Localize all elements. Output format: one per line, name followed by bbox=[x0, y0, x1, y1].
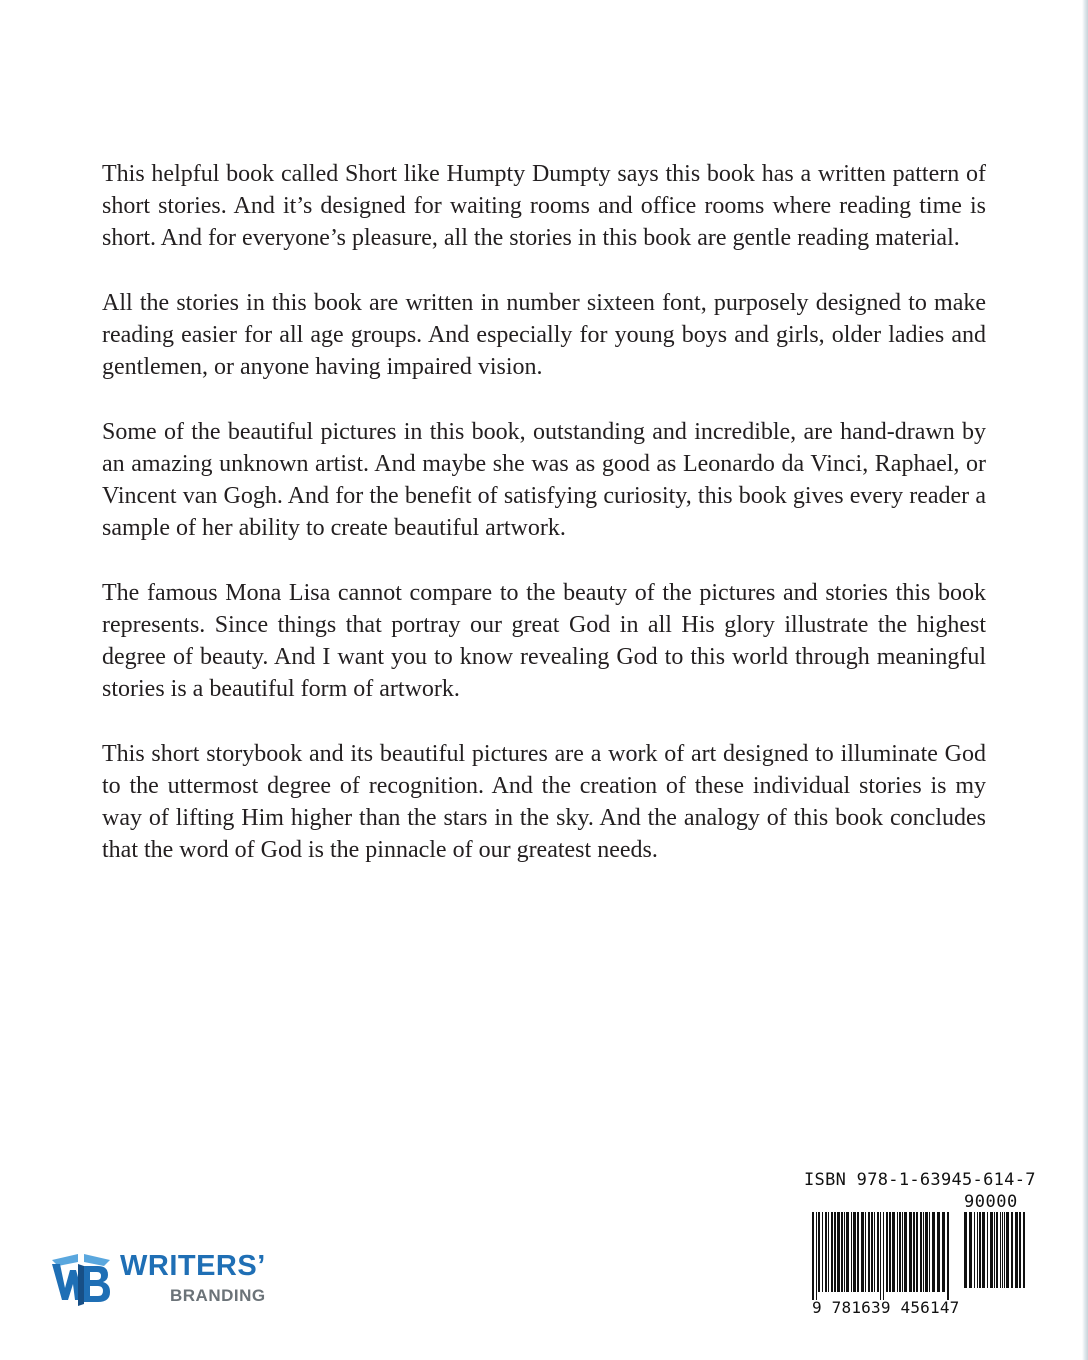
barcode-bar bbox=[913, 1212, 915, 1292]
barcode-bar bbox=[979, 1212, 981, 1288]
barcode-bar bbox=[822, 1212, 823, 1292]
barcode-bar bbox=[925, 1212, 928, 1292]
barcode-bar bbox=[825, 1212, 827, 1292]
blurb-paragraph-5: This short storybook and its beautiful pictures are a work of art designed to illuminate God to the uttermost degree of recognition. And the creation of these individual stories is my way of lifting Him higher than the stars in the sky. And the analogy of this book concludes that the word of God is the pinnacle of our greatest needs. bbox=[102, 741, 986, 863]
barcode-bar bbox=[996, 1212, 998, 1288]
barcode-bar bbox=[990, 1212, 993, 1288]
barcode-bar bbox=[841, 1212, 843, 1292]
barcode-bar bbox=[994, 1212, 995, 1288]
barcode-bar bbox=[889, 1212, 891, 1292]
isbn-label: ISBN 978-1-63945-614-7 bbox=[804, 1170, 1036, 1190]
barcode-bar bbox=[902, 1212, 903, 1292]
barcode-bar bbox=[929, 1212, 930, 1292]
price-code: 90000 bbox=[964, 1192, 1018, 1212]
barcode-bar bbox=[851, 1212, 852, 1292]
barcode-bar bbox=[1000, 1212, 1001, 1288]
barcode-bar bbox=[844, 1212, 845, 1292]
barcode-bar bbox=[828, 1212, 829, 1292]
barcode-bar bbox=[818, 1212, 820, 1292]
addon-bars bbox=[964, 1212, 1028, 1292]
blurb-paragraph-2: All the stories in this book are written in number sixteen font, purposely designed to make reading easier for all age groups. And especially for young boys and girls, older ladies and gentlemen, or anyone having impaired vision. bbox=[102, 290, 986, 380]
barcode-bar bbox=[909, 1212, 912, 1292]
barcode-bar bbox=[974, 1212, 975, 1288]
barcode-bar bbox=[904, 1212, 907, 1292]
blurb-paragraph-1: This helpful book called Short like Humpty Dumpty says this book has a written pattern of short stories. And it’s designed for waiting rooms and office rooms where reading time is short. And for everyone’s pleasure, all the stories in this book are gentle reading material. bbox=[102, 161, 986, 251]
barcode-bar bbox=[1023, 1212, 1025, 1288]
barcode-bar bbox=[942, 1212, 945, 1292]
barcode-bar bbox=[937, 1212, 940, 1292]
barcode-bar bbox=[923, 1212, 924, 1292]
barcode-bar bbox=[857, 1212, 859, 1292]
ean-digits: 9 781639 456147 bbox=[812, 1298, 960, 1317]
barcode-bar bbox=[899, 1212, 901, 1292]
barcode-bar bbox=[897, 1212, 898, 1292]
publisher-name: WRITERS’ bbox=[120, 1250, 266, 1282]
barcode-bar bbox=[920, 1212, 922, 1292]
barcode-bar bbox=[861, 1212, 864, 1292]
barcode-bar bbox=[1004, 1212, 1005, 1288]
publisher-subname: BRANDING bbox=[170, 1286, 266, 1305]
isbn-barcode bbox=[792, 1166, 1040, 1326]
barcode-bar bbox=[977, 1212, 978, 1288]
barcode-bar bbox=[1006, 1212, 1009, 1288]
barcode-bar bbox=[874, 1212, 875, 1292]
barcode-bar bbox=[816, 1212, 817, 1300]
barcode-bar bbox=[1019, 1212, 1021, 1288]
blurb-paragraph-3: Some of the beautiful pictures in this book, outstanding and incredible, are hand-drawn by an amazing unknown artist. And maybe she was as good as Leonardo da Vinci, Raphael, or Vincent van Gogh. And for the benefit of satisfying curiosity, this book gives every reader a sample of her ability to create beautiful artwork. bbox=[102, 419, 986, 541]
barcode-bar bbox=[868, 1212, 870, 1292]
barcode-bar bbox=[982, 1212, 985, 1288]
publisher-logo bbox=[48, 1244, 288, 1314]
page-edge-shadow bbox=[1082, 0, 1088, 1360]
barcode-bar bbox=[877, 1212, 879, 1292]
back-cover-blurb bbox=[102, 158, 986, 866]
blurb-paragraph-4: The famous Mona Lisa cannot compare to the beauty of the pictures and stories this book represents. Since things that portray our great God in all His glory illustrate the highest degree of beauty. And I want you to know revealing God to this world through meaningful stories is a beautiful form of artwork. bbox=[102, 580, 986, 702]
barcode-bar bbox=[871, 1212, 873, 1292]
barcode-bar bbox=[834, 1212, 836, 1292]
barcode-bar bbox=[964, 1212, 967, 1288]
barcode-bar bbox=[987, 1212, 988, 1288]
barcode-bar bbox=[1015, 1212, 1018, 1288]
barcode-bar bbox=[865, 1212, 866, 1292]
barcode-bar bbox=[812, 1212, 814, 1300]
barcode-bar bbox=[837, 1212, 840, 1292]
barcode-bar bbox=[916, 1212, 918, 1292]
writers-branding-book-icon bbox=[48, 1244, 114, 1310]
barcode-bar bbox=[831, 1212, 833, 1292]
barcode-bar bbox=[883, 1212, 884, 1300]
barcode-bar bbox=[1002, 1212, 1003, 1288]
ean-bars bbox=[812, 1212, 952, 1300]
barcode-bar bbox=[932, 1212, 935, 1292]
barcode-bar bbox=[947, 1212, 949, 1300]
barcode-bar bbox=[886, 1212, 888, 1292]
barcode-bar bbox=[969, 1212, 972, 1288]
barcode-bar bbox=[892, 1212, 895, 1292]
barcode-bar bbox=[846, 1212, 849, 1292]
barcode-bar bbox=[1011, 1212, 1013, 1288]
barcode-bar bbox=[880, 1212, 881, 1300]
barcode-bar bbox=[853, 1212, 856, 1292]
